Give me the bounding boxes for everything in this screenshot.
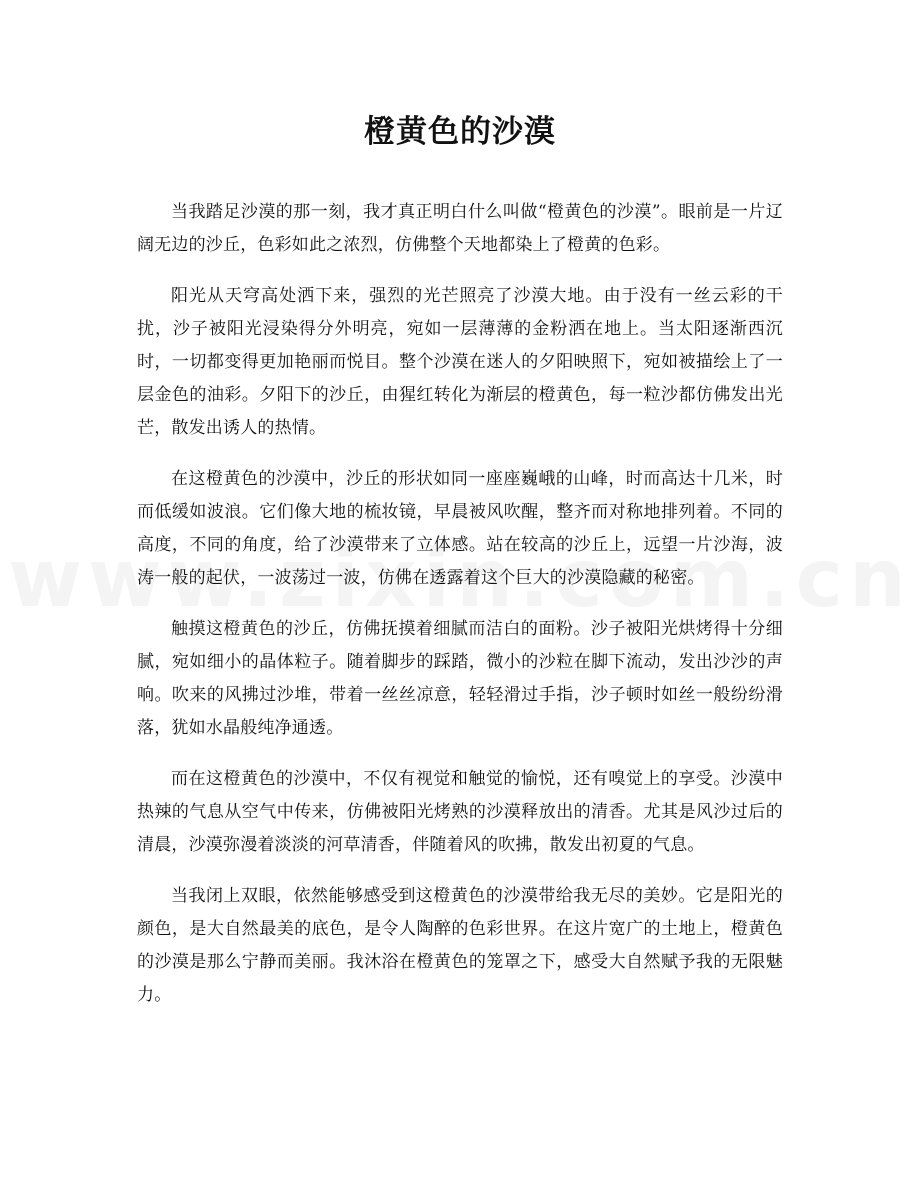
- paragraph-2: 阳光从天穹高处洒下来，强烈的光芒照亮了沙漠大地。由于没有一丝云彩的干扰，沙子被阳光浸染得分外明亮，宛如一层薄薄的金粉洒在地上。当太阳逐渐西沉时，一切都变得更加艳丽而悦目。整个沙漠在迷人的夕阳映照下，宛如被描绘上了一层金色的油彩。夕阳下的沙丘，由猩红转化为渐层的橙黄色，每一粒沙都仿佛发出光芒，散发出诱人的热情。: [137, 286, 783, 438]
- document-title: 橙黄色的沙漠: [364, 114, 556, 150]
- paragraph-5: 而在这橙黄色的沙漠中，不仅有视觉和触觉的愉悦，还有嗅觉上的享受。沙漠中热辣的气息从空气中传来，仿佛被阳光烤熟的沙漠释放出的清香。尤其是风沙过后的清晨，沙漠弥漫着淡淡的河草清香，伴随着风的吹拂，散发出初夏的气息。: [137, 769, 783, 855]
- paragraph-6: 当我闭上双眼，依然能够感受到这橙黄色的沙漠带给我无尽的美妙。它是阳光的颜色，是大自然最美的底色，是令人陶醉的色彩世界。在这片宽广的土地上，橙黄色的沙漠是那么宁静而美丽。我沐浴在橙黄色的笼罩之下，感受大自然赋予我的无限魅力。: [137, 886, 783, 1005]
- paragraph-3: 在这橙黄色的沙漠中，沙丘的形状如同一座座巍峨的山峰，时而高达十几米，时而低缓如波浪。它们像大地的梳妆镜，早晨被风吹醒，整齐而对称地排列着。不同的高度，不同的角度，给了沙漠带来了立体感。站在较高的沙丘上，远望一片沙海，波涛一般的起伏，一波荡过一波，仿佛在透露着这个巨大的沙漠隐藏的秘密。: [137, 469, 783, 588]
- paragraph-1: 当我踏足沙漠的那一刻，我才真正明白什么叫做“橙黄色的沙漠”。眼前是一片辽阔无边的沙丘，色彩如此之浓烈，仿佛整个天地都染上了橙黄的色彩。: [137, 202, 783, 255]
- paragraph-4: 触摸这橙黄色的沙丘，仿佛抚摸着细腻而洁白的面粉。沙子被阳光烘烤得十分细腻，宛如细小的晶体粒子。随着脚步的踩踏，微小的沙粒在脚下流动，发出沙沙的声响。吹来的风拂过沙堆，带着一丝丝凉意，轻轻滑过手指，沙子顿时如丝一般纷纷滑落，犹如水晶般纯净通透。: [137, 619, 783, 738]
